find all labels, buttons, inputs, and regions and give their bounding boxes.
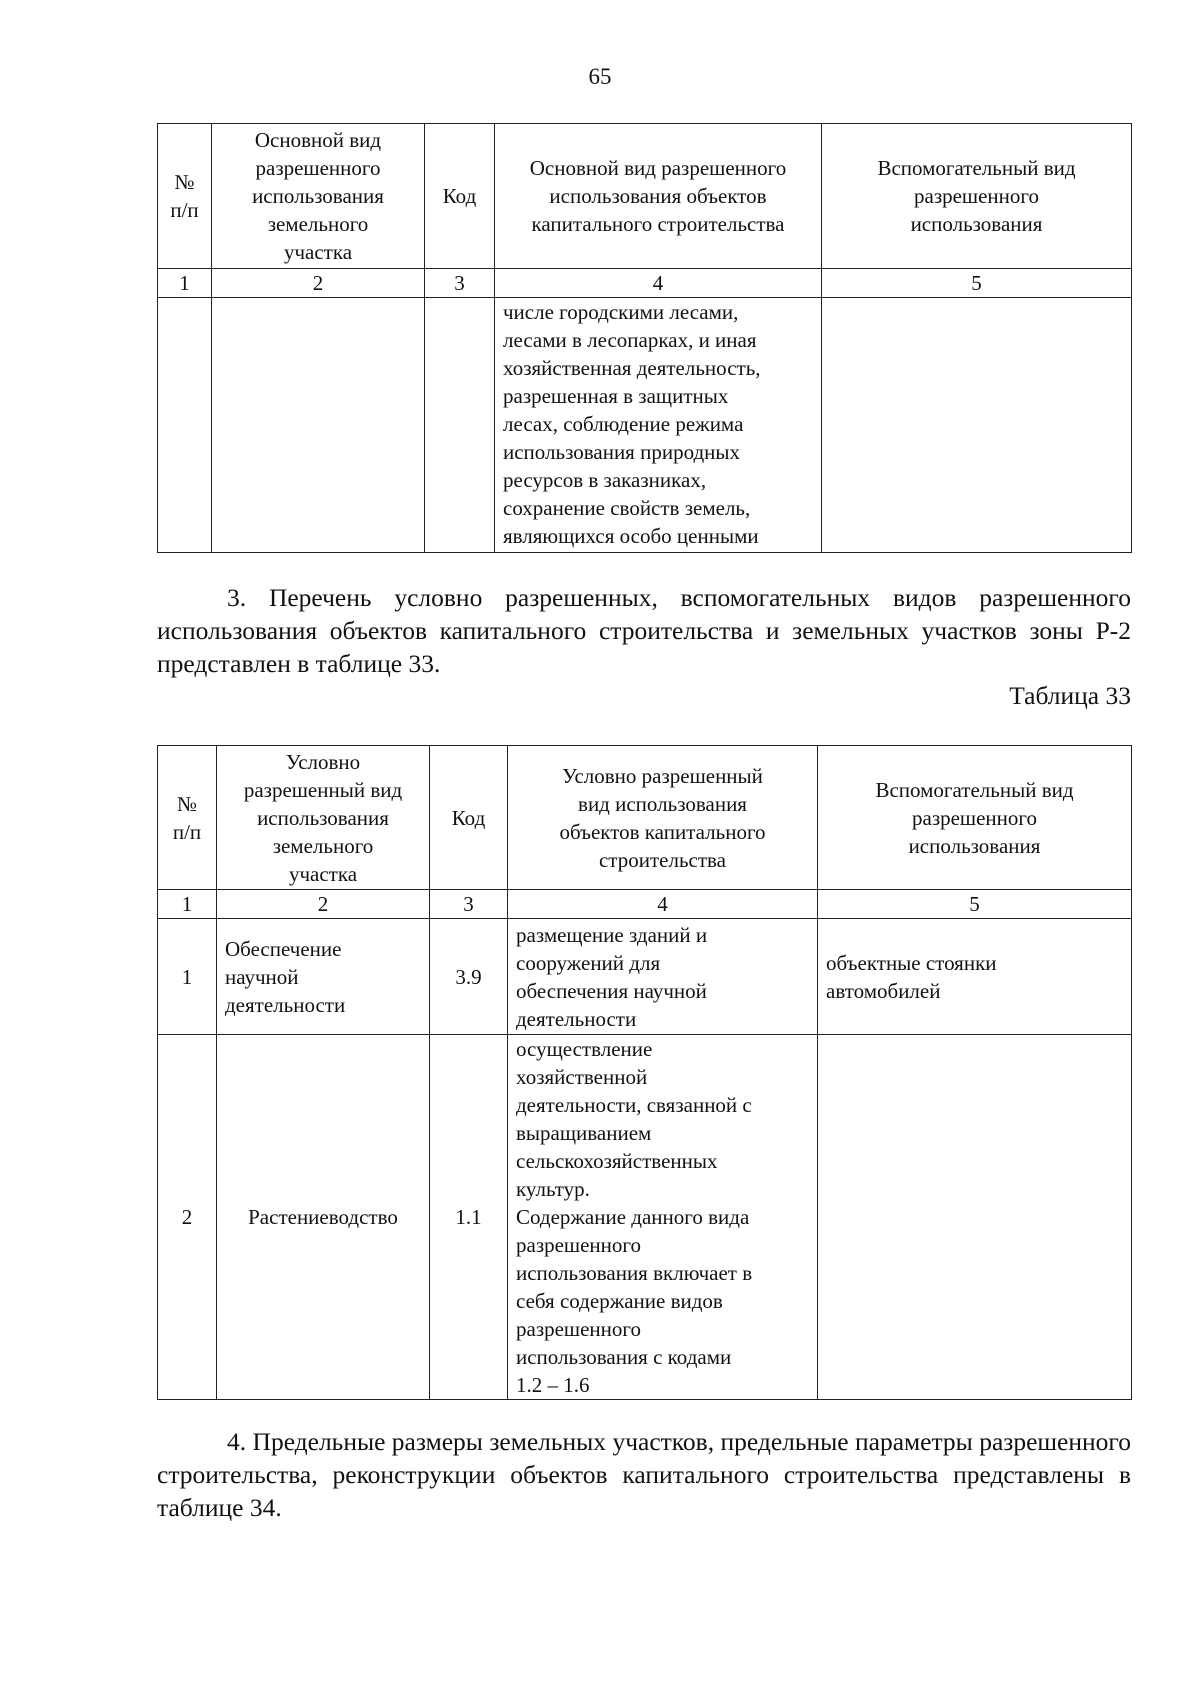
cell-aux <box>818 1035 1132 1400</box>
cell-num <box>158 298 212 553</box>
table-row <box>158 298 1132 553</box>
cell-land-use: Растениеводство <box>217 1035 430 1400</box>
col-number: 3 <box>430 890 508 919</box>
header-land-use: Основной вид разрешенного использования земельного участка <box>212 124 425 269</box>
col-number: 3 <box>425 269 495 298</box>
table-row <box>158 919 1132 1035</box>
col-number: 5 <box>822 269 1132 298</box>
cell-code: 1.1 <box>430 1035 508 1400</box>
col-number: 1 <box>158 890 217 919</box>
cell-capital: числе городскими лесами, лесами в лесопарках, и иная хозяйственная деятельность, разрешенная в защитных лесах, соблюдение режима использования природных ресурсов в заказниках, сохранение свойств земель, являющихся особо ценными <box>495 298 822 553</box>
header-code: Код <box>430 746 508 890</box>
cell-aux: объектные стоянки автомобилей <box>818 919 1132 1035</box>
header-land-use: Условно разрешенный вид использования земельного участка <box>217 746 430 890</box>
table-header-row <box>158 746 1132 890</box>
paragraph-4-text: 4. Предельные размеры земельных участков, предельные параметры разрешенного строительства, реконструкции объектов капитального строительства представлены в таблице 34. <box>157 1427 1131 1522</box>
table-caption: Таблица 33 <box>1009 681 1131 710</box>
column-number-row <box>158 890 1132 919</box>
header-num: № п/п <box>158 746 217 890</box>
col-number: 2 <box>212 269 425 298</box>
table-continued-main-uses <box>157 123 1132 553</box>
table-33 <box>157 745 1132 1400</box>
header-code: Код <box>425 124 495 269</box>
cell-land-use: Обеспечение научной деятельности <box>217 919 430 1035</box>
cell-code <box>425 298 495 553</box>
col-number: 5 <box>818 890 1132 919</box>
cell-capital: размещение зданий и сооружений для обеспечения научной деятельности <box>508 919 818 1035</box>
table-row <box>158 1035 1132 1400</box>
col-number: 1 <box>158 269 212 298</box>
paragraph-3-text: 3. Перечень условно разрешенных, вспомогательных видов разрешенного использования объектов капитального строительства и земельных участков зоны Р-2 представлен в таблице 33. <box>157 583 1131 678</box>
cell-capital: осуществление хозяйственной деятельности, связанной с выращиванием сельскохозяйственных культур. Содержание данного вида разрешенного использования включает в себя содержание видов разрешенного использования с кодами 1.2 – 1.6 <box>508 1035 818 1400</box>
header-num: № п/п <box>158 124 212 269</box>
header-capital: Основной вид разрешенного использования объектов капитального строительства <box>495 124 822 269</box>
table-header-row <box>158 124 1132 269</box>
header-aux: Вспомогательный вид разрешенного использования <box>818 746 1132 890</box>
col-number: 2 <box>217 890 430 919</box>
cell-num: 1 <box>158 919 217 1035</box>
col-number: 4 <box>495 269 822 298</box>
cell-num: 2 <box>158 1035 217 1400</box>
cell-aux <box>822 298 1132 553</box>
paragraph-3 <box>157 581 1131 680</box>
header-capital: Условно разрешенный вид использования объектов капитального строительства <box>508 746 818 890</box>
header-aux: Вспомогательный вид разрешенного использования <box>822 124 1132 269</box>
column-number-row <box>158 269 1132 298</box>
paragraph-4 <box>157 1425 1131 1524</box>
cell-land-use <box>212 298 425 553</box>
page-number: 65 <box>588 64 612 89</box>
cell-code: 3.9 <box>430 919 508 1035</box>
col-number: 4 <box>508 890 818 919</box>
